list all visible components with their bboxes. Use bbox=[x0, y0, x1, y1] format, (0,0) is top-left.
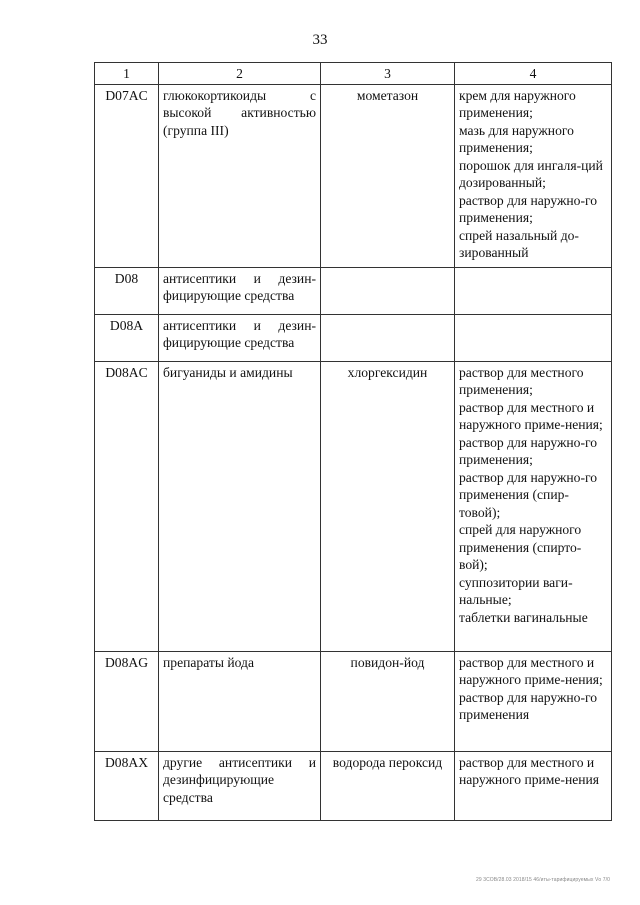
group-name-cell: препараты йода bbox=[159, 651, 321, 751]
dosage-form-item: раствор для наружно-го применения (спир-товой); bbox=[459, 469, 598, 520]
atc-code-cell: D08AX bbox=[95, 751, 159, 820]
dosage-form-item: раствор для наружно-го применения; bbox=[459, 192, 598, 225]
atc-code-cell: D08AG bbox=[95, 651, 159, 751]
dosage-form-item: раствор для местного применения; bbox=[459, 364, 584, 397]
column-header-2: 2 bbox=[159, 63, 321, 85]
table-row bbox=[95, 314, 612, 361]
column-header-3: 3 bbox=[321, 63, 455, 85]
drug-name-cell: повидон-йод bbox=[321, 651, 455, 751]
dosage-form-item: мазь для наружного применения; bbox=[459, 122, 574, 155]
drug-name-cell bbox=[321, 314, 455, 361]
drug-name-cell bbox=[321, 267, 455, 314]
table-row bbox=[95, 651, 612, 751]
dosage-form-item: раствор для наружно-го применения; bbox=[459, 434, 598, 467]
dosage-forms-cell bbox=[455, 651, 612, 751]
dosage-forms-cell bbox=[455, 267, 612, 314]
page-number: 33 bbox=[312, 32, 328, 48]
table-row bbox=[95, 361, 612, 651]
atc-code-cell: D08 bbox=[95, 267, 159, 314]
dosage-form-item: таблетки вагинальные bbox=[459, 609, 588, 625]
dosage-forms-cell bbox=[455, 314, 612, 361]
column-header-4: 4 bbox=[455, 63, 612, 85]
atc-code-cell: D08A bbox=[95, 314, 159, 361]
table-header-row bbox=[95, 63, 612, 85]
dosage-form-item: суппозитории ваги-нальные; bbox=[459, 574, 573, 607]
dosage-forms-cell bbox=[455, 751, 612, 820]
group-name-cell: антисептики и дезин-фицирующие средства bbox=[159, 314, 321, 361]
footer-stamp: 29 3СОВ/28.03 2018/15 46/иты-тарифицируемых Vо 7/0 bbox=[476, 877, 610, 883]
dosage-form-item: спрей назальный до-зированный bbox=[459, 227, 579, 260]
group-name-cell: антисептики и дезин-фицирующие средства bbox=[159, 267, 321, 314]
dosage-form-item: раствор для местного и наружного приме-нения; bbox=[459, 654, 603, 687]
dosage-form-item: спрей для наружного применения (спирто-вой); bbox=[459, 522, 582, 572]
dosage-form-item: раствор для наружно-го применения bbox=[459, 689, 598, 722]
dosage-form-item: раствор для местного и наружного приме-нения bbox=[459, 754, 600, 787]
group-name-cell: бигуаниды и амидины bbox=[159, 361, 321, 651]
table-row bbox=[95, 267, 612, 314]
dosage-forms-cell bbox=[455, 84, 612, 267]
dosage-form-item: крем для наружного применения; bbox=[459, 87, 576, 120]
dosage-form-item: раствор для местного и наружного приме-нения; bbox=[459, 399, 603, 432]
atc-code-cell: D08AC bbox=[95, 361, 159, 651]
dosage-form-item: порошок для ингаля-ций дозированный; bbox=[459, 157, 603, 190]
drug-name-cell: водорода пероксид bbox=[321, 751, 455, 820]
dosage-forms-cell bbox=[455, 361, 612, 651]
atc-code-cell: D07AC bbox=[95, 84, 159, 267]
group-name-cell: другие антисептики и дезинфицирующие средства bbox=[159, 751, 321, 820]
drug-name-cell: мометазон bbox=[321, 84, 455, 267]
group-name-cell: глюкокортикоиды с высокой активностью (группа III) bbox=[159, 84, 321, 267]
table-row bbox=[95, 84, 612, 267]
table-row bbox=[95, 751, 612, 820]
medicines-table bbox=[94, 62, 612, 821]
drug-name-cell: хлоргексидин bbox=[321, 361, 455, 651]
column-header-1: 1 bbox=[95, 63, 159, 85]
